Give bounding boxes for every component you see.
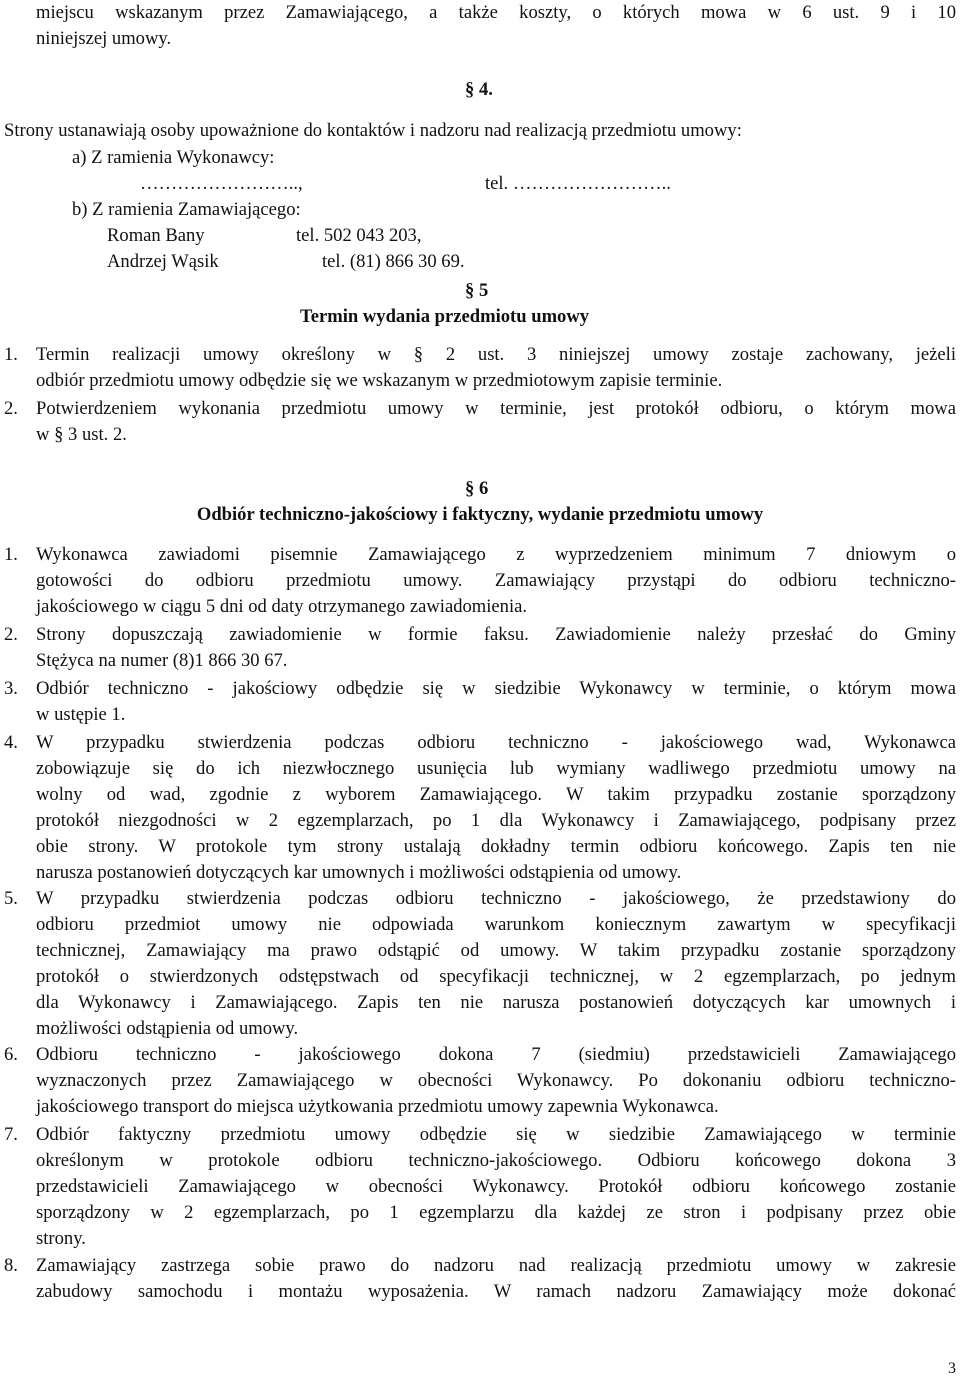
paragraph-line: strony. — [36, 1228, 86, 1249]
paragraph-line: technicznej, Zamawiający ma prawo odstąpić od umowy. W takim przypadku zostanie sporządzony — [36, 940, 956, 961]
intro-line: miejscu wskazanym przez Zamawiającego, a także koszty, o których mowa w 6 ust. 9 i 10 — [36, 2, 956, 23]
paragraph-line: narusza postanowień dotyczących kar umownych i możliwości odstąpienia od umowy. — [36, 862, 682, 883]
paragraph-number: 7. — [4, 1124, 18, 1145]
paragraph-line: W przypadku stwierdzenia podczas odbioru techniczno - jakościowego wad, Wykonawca — [36, 732, 956, 753]
paragraph-line: w § 3 ust. 2. — [36, 424, 127, 445]
paragraph-line: Stężyca na numer (8)1 866 30 67. — [36, 650, 288, 671]
paragraph-line: jakościowego transport do miejsca użytkowania przedmiotu umowy zapewnia Wykonawca. — [36, 1096, 719, 1117]
paragraph-line: możliwości odstąpienia od umowy. — [36, 1018, 299, 1039]
paragraph-line: dla Wykonawcy i Zamawiającego. Zapis ten nie narusza postanowień dotyczących kar umownych i — [36, 992, 956, 1013]
paragraph-line: Zamawiający zastrzega sobie prawo do nadzoru nad realizacją przedmiotu umowy w zakresie — [36, 1255, 956, 1276]
paragraph-number: 1. — [4, 344, 18, 365]
paragraph-line: wolny od wad, zgodnie z wyborem Zamawiającego. W takim przypadku zostanie sporządzony — [36, 784, 956, 805]
paragraph-line: Termin realizacji umowy określony w § 2 ust. 3 niniejszej umowy zostaje zachowany, jeżeli — [36, 344, 956, 365]
paragraph-number: 5. — [4, 888, 18, 909]
section-6-number: § 6 — [465, 478, 489, 499]
paragraph-number: 2. — [4, 624, 18, 645]
paragraph-line: Strony dopuszczają zawiadomienie w formie faksu. Zawiadomienie należy przesłać do Gminy — [36, 624, 956, 645]
paragraph-line: Odbiór faktyczny przedmiotu umowy odbędzie się w siedzibie Zamawiającego w terminie — [36, 1124, 956, 1145]
paragraph-line: Potwierdzeniem wykonania przedmiotu umowy w terminie, jest protokół odbioru, o którym mowa — [36, 398, 956, 419]
paragraph-number: 2. — [4, 398, 18, 419]
section-5-number: § 5 — [465, 280, 489, 301]
paragraph-line: Odbiór techniczno - jakościowy odbędzie się w siedzibie Wykonawcy w terminie, o którym mowa — [36, 678, 956, 699]
intro-line: niniejszej umowy. — [36, 28, 172, 49]
paragraph-line: w ustępie 1. — [36, 704, 126, 725]
paragraph-number: 8. — [4, 1255, 18, 1276]
contractor-blank: …………………….., — [140, 173, 303, 194]
client-label: b) Z ramienia Zamawiającego: — [72, 199, 301, 220]
paragraph-line: Wykonawca zawiadomi pisemnie Zamawiającego z wyprzedzeniem minimum 7 dniowym o — [36, 544, 956, 565]
paragraph-line: gotowości do odbioru przedmiotu umowy. Zamawiający przystąpi do odbioru techniczno- — [36, 570, 956, 591]
paragraph-line: W przypadku stwierdzenia podczas odbioru techniczno - jakościowego, że przedstawiony do — [36, 888, 956, 909]
paragraph-line: określonym w protokole odbioru techniczno-jakościowego. Odbioru końcowego dokona 3 — [36, 1150, 956, 1171]
paragraph-number: 6. — [4, 1044, 18, 1065]
person-name: Roman Bany — [107, 225, 205, 246]
section-4-heading: § 4. — [465, 79, 493, 100]
section-6-title: Odbiór techniczno-jakościowy i faktyczny, wydanie przedmiotu umowy — [196, 504, 764, 525]
section-4-lead: Strony ustanawiają osoby upoważnione do kontaktów i nadzoru nad realizacją przedmiotu umowy: — [4, 120, 742, 141]
person-tel: tel. (81) 866 30 69. — [322, 251, 465, 272]
paragraph-number: 1. — [4, 544, 18, 565]
paragraph-line: jakościowego w ciągu 5 dni od daty otrzymanego zawiadomienia. — [36, 596, 528, 617]
paragraph-line: sporządzony w 2 egzemplarzach, po 1 egzemplarzu dla każdej ze stron i podpisany przez obie — [36, 1202, 956, 1223]
paragraph-line: wyznaczonych przez Zamawiającego w obecności Wykonawcy. Po dokonaniu odbioru techniczno- — [36, 1070, 956, 1091]
person-tel: tel. 502 043 203, — [296, 225, 422, 246]
paragraph-line: odbioru przedmiot umowy nie odpowiada warunkom koniecznym zawartym w specyfikacji — [36, 914, 956, 935]
paragraph-line: protokół niezgodności w 2 egzemplarzach, po 1 dla Wykonawcy i Zamawiającego, podpisany przez — [36, 810, 956, 831]
contractor-label: a) Z ramienia Wykonawcy: — [72, 147, 275, 168]
paragraph-number: 4. — [4, 732, 18, 753]
paragraph-line: obie strony. W protokole tym strony ustalają dokładny termin odbioru końcowego. Zapis ten nie — [36, 836, 956, 857]
paragraph-line: zobowiązuje się do ich niezwłocznego usunięcia lub wymiany wadliwego przedmiotu umowy na — [36, 758, 956, 779]
contractor-tel: tel. …………………….. — [485, 173, 671, 194]
paragraph-line: odbiór przedmiotu umowy odbędzie się we wskazanym w przedmiotowym zapisie terminie. — [36, 370, 723, 391]
paragraph-line: przedstawicieli Zamawiającego w obecności Wykonawcy. Protokół odbioru końcowego zostanie — [36, 1176, 956, 1197]
person-name: Andrzej Wąsik — [107, 251, 219, 272]
paragraph-line: zabudowy samochodu i montażu wyposażenia. W ramach nadzoru Zamawiający może dokonać — [36, 1281, 956, 1302]
paragraph-number: 3. — [4, 678, 18, 699]
paragraph-line: Odbioru techniczno - jakościowego dokona 7 (siedmiu) przedstawicieli Zamawiającego — [36, 1044, 956, 1065]
section-5-title: Termin wydania przedmiotu umowy — [300, 306, 590, 327]
paragraph-line: protokół o stwierdzonych odstępstwach od specyfikacji technicznej, w 2 egzemplarzach, po jednym — [36, 966, 956, 987]
page-number: 3 — [948, 1360, 956, 1377]
